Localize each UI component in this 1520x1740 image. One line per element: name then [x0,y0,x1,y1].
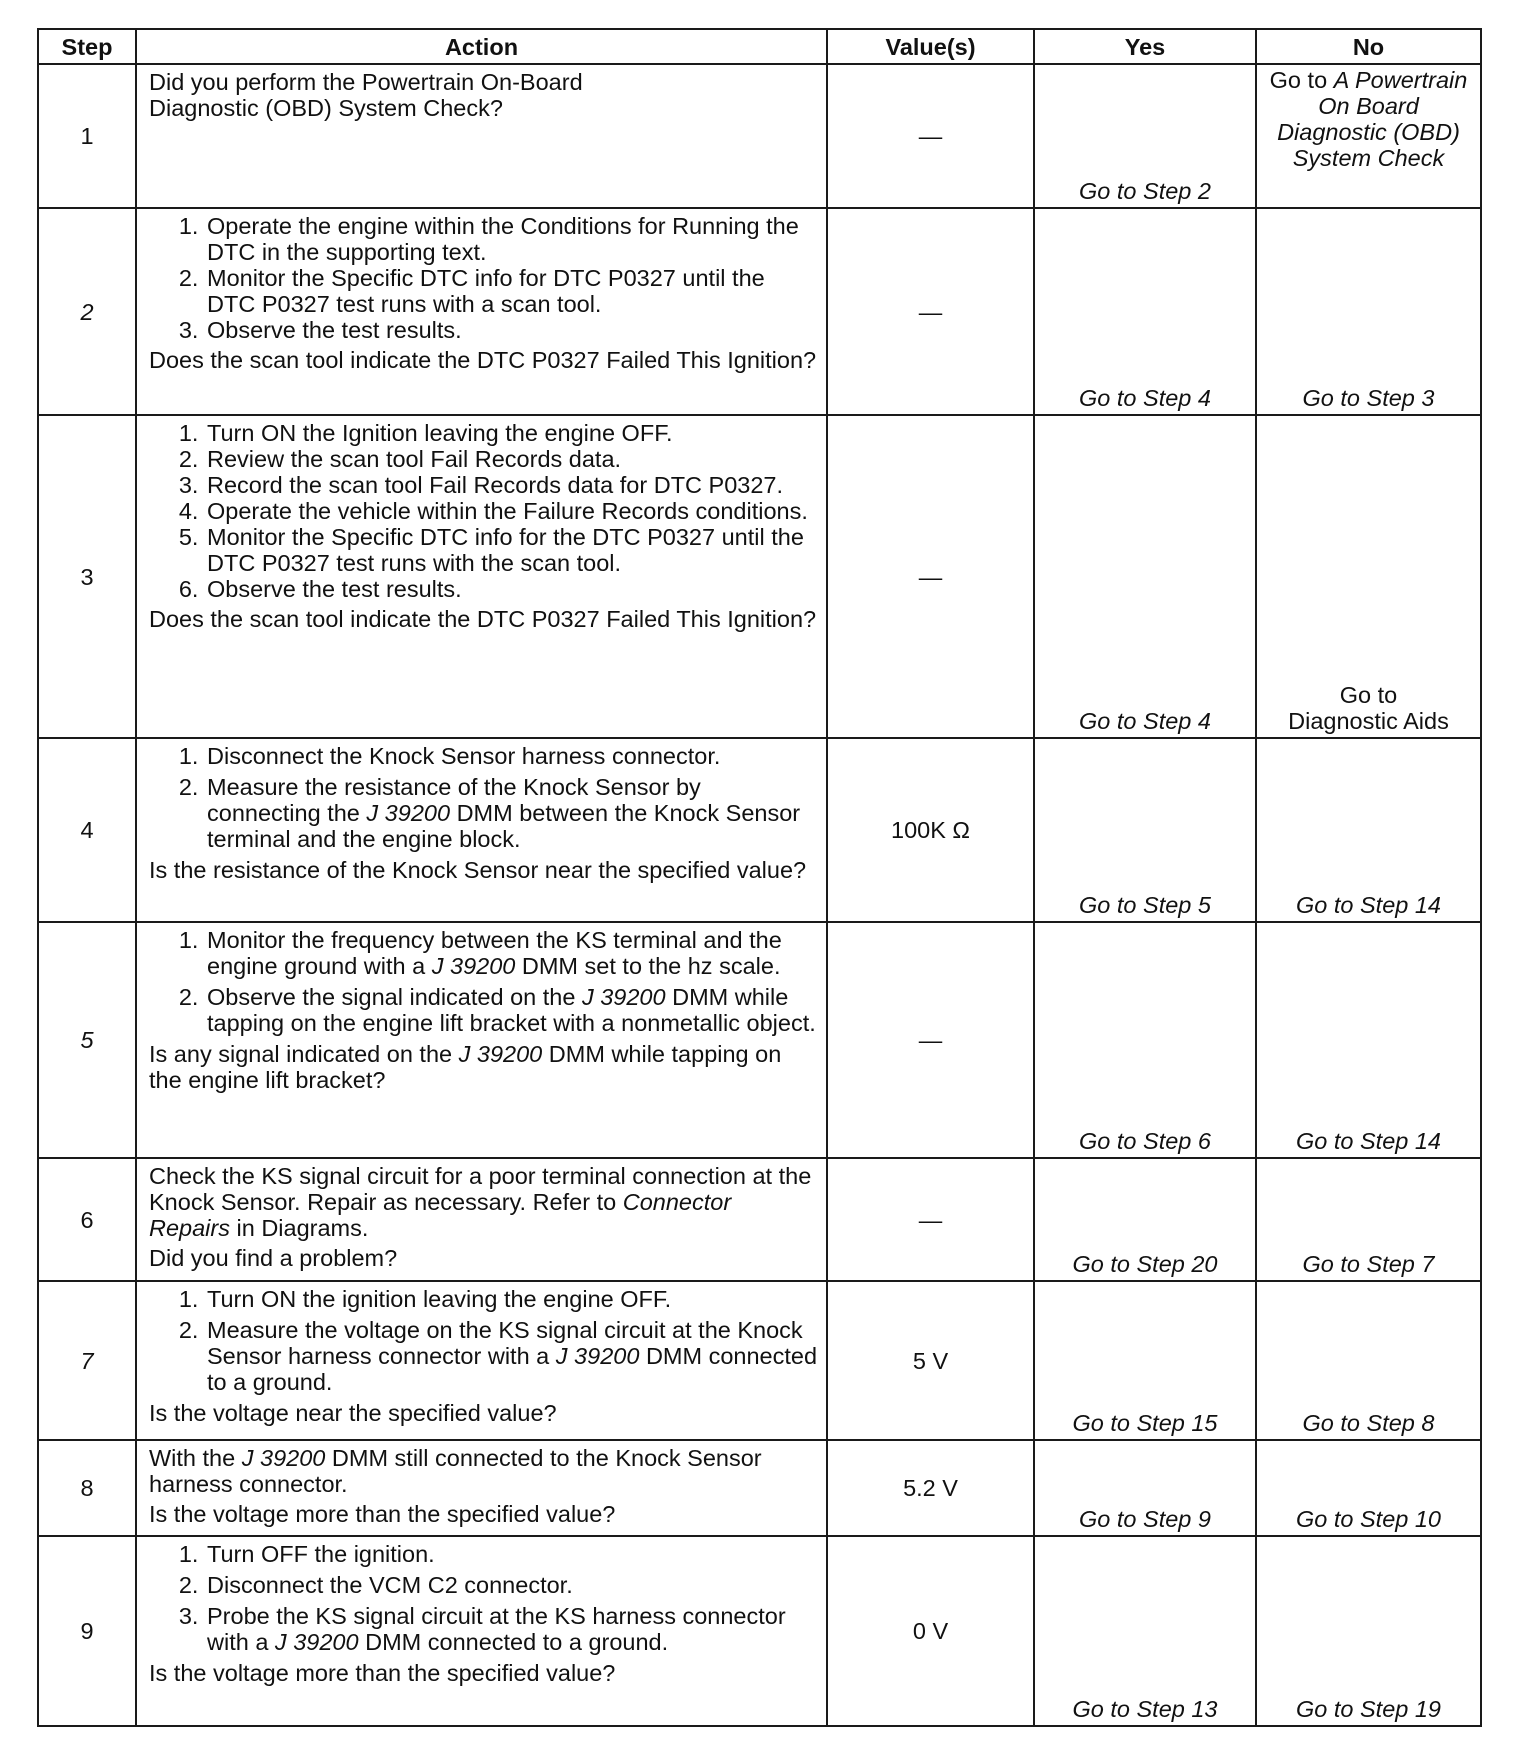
list-item: 1. Turn ON the ignition leaving the engine OFF. [205,1286,818,1312]
yes-cell: Go to Step 4 [1034,208,1256,415]
list-item: 1. Turn ON the Ignition leaving the engine OFF. [205,420,818,446]
no-cell [1256,415,1481,738]
diagnostic-table [37,28,1482,1727]
table-row [38,1281,1481,1440]
text: DMM between the Knock Sensor terminal and the engine block. [207,800,801,852]
list-item [205,1317,818,1395]
no-line: Diagnostic Aids [1288,708,1449,734]
step-number: 5 [38,922,136,1158]
table-row [38,1158,1481,1281]
tool-name: J 39200 [274,1629,359,1655]
header-row [38,29,1481,64]
text: DMM connected to a ground. [358,1629,669,1655]
table-row [38,64,1481,208]
action-cell [136,922,827,1158]
instruction-text [149,1163,818,1241]
no-cell: Go to Step 14 [1256,922,1481,1158]
action-cell [136,1536,827,1726]
action-cell [136,738,827,922]
yes-cell: Go to Step 4 [1034,415,1256,738]
text: DMM while tapping on the engine lift bracket? [149,1041,782,1093]
step-number: 4 [38,738,136,922]
list-item: 2. Monitor the Specific DTC info for DTC P0327 until the DTC P0327 test runs with a scan tool. [205,265,818,317]
yes-cell: Go to Step 2 [1034,64,1256,208]
action-cell [136,1281,827,1440]
value-cell: — [827,64,1034,208]
question-text: Did you perform the Powertrain On-Board Diagnostic (OBD) System Check? [149,69,583,121]
no-cell: Go to Step 3 [1256,208,1481,415]
value-cell: 100K Ω [827,738,1034,922]
yes-cell: Go to Step 15 [1034,1281,1256,1440]
list-item: 3. Observe the test results. [205,317,818,343]
text: Is any signal indicated on the [149,1041,459,1067]
list-item [205,927,818,979]
list-item: 1. Disconnect the Knock Sensor harness connector. [205,743,818,769]
header-action: Action [136,29,827,64]
reference-link: Connector Repairs [149,1189,732,1241]
table-row [38,415,1481,738]
question-text [149,1041,818,1093]
header-values: Value(s) [827,29,1034,64]
list-item: 1. Operate the engine within the Conditions for Running the DTC in the supporting text. [205,213,818,265]
value-cell: — [827,1158,1034,1281]
value-cell: — [827,208,1034,415]
no-cell: Go to Step 8 [1256,1281,1481,1440]
text: DMM still connected to the Knock Sensor harness connector. [149,1445,762,1497]
text: DMM set to the hz scale. [515,953,781,979]
no-cell: Go to Step 14 [1256,738,1481,922]
instruction-text [149,1445,818,1497]
tool-name: J 39200 [581,984,666,1010]
list-item: 2. Disconnect the VCM C2 connector. [205,1572,818,1598]
table-row [38,1440,1481,1536]
step-number: 8 [38,1440,136,1536]
step-number: 3 [38,415,136,738]
tool-name: J 39200 [366,800,451,826]
no-line: Go to [1339,682,1398,708]
yes-cell: Go to Step 13 [1034,1536,1256,1726]
no-cell [1256,64,1481,208]
action-cell [136,64,827,208]
action-cell [136,1158,827,1281]
yes-cell: Go to Step 5 [1034,738,1256,922]
list-item: 3. Record the scan tool Fail Records data for DTC P0327. [205,472,818,498]
list-item: 6. Observe the test results. [205,576,818,602]
header-no: No [1256,29,1481,64]
table-row [38,208,1481,415]
action-list [149,1541,818,1655]
list-item [205,774,818,852]
table-row [38,1536,1481,1726]
text: Observe the signal indicated on the [207,984,582,1010]
yes-cell: Go to Step 9 [1034,1440,1256,1536]
no-cell: Go to Step 19 [1256,1536,1481,1726]
step-number: 9 [38,1536,136,1726]
question-text: Is the resistance of the Knock Sensor near the specified value? [149,857,807,883]
no-cell: Go to Step 7 [1256,1158,1481,1281]
tool-name: J 39200 [555,1343,640,1369]
step-number: 6 [38,1158,136,1281]
action-list [149,743,818,852]
question-text: Did you find a problem? [149,1245,398,1271]
yes-cell: Go to Step 20 [1034,1158,1256,1281]
text: DMM connected to a ground. [207,1343,818,1395]
text: Measure the voltage on the KS signal circuit at the Knock Sensor harness connector with a [207,1317,803,1369]
action-list [149,420,818,602]
text: Measure the resistance of the Knock Sensor by connecting the [207,774,701,826]
value-cell: — [827,922,1034,1158]
list-item: 5. Monitor the Specific DTC info for the DTC P0327 until the DTC P0327 test runs with the scan tool. [205,524,818,576]
question-text: Does the scan tool indicate the DTC P0327 Failed This Ignition? [149,606,817,632]
action-cell [136,415,827,738]
action-cell [136,208,827,415]
list-item: 2. Review the scan tool Fail Records data. [205,446,818,472]
yes-cell: Go to Step 6 [1034,922,1256,1158]
value-cell: — [827,415,1034,738]
table-row [38,738,1481,922]
question-text: Is the voltage more than the specified value? [149,1660,616,1686]
question-text: Is the voltage near the specified value? [149,1400,557,1426]
action-cell [136,1440,827,1536]
text: DMM while tapping on the engine lift bracket with a nonmetallic object. [207,984,816,1036]
no-cell: Go to Step 10 [1256,1440,1481,1536]
table-row [38,922,1481,1158]
text: Monitor the frequency between the KS terminal and the engine ground with a [207,927,782,979]
tool-name: J 39200 [431,953,516,979]
action-list [149,213,818,343]
tool-name: J 39200 [458,1041,543,1067]
step-number: 2 [38,208,136,415]
question-text: Is the voltage more than the specified value? [149,1501,616,1527]
text: With the [149,1445,242,1471]
list-item [205,1603,818,1655]
action-list [149,927,818,1036]
value-cell: 0 V [827,1536,1034,1726]
question-text: Does the scan tool indicate the DTC P0327 Failed This Ignition? [149,347,817,373]
action-list [149,1286,818,1395]
step-number: 1 [38,64,136,208]
header-yes: Yes [1034,29,1256,64]
tool-name: J 39200 [241,1445,326,1471]
header-step: Step [38,29,136,64]
list-item [205,984,818,1036]
step-number: 7 [38,1281,136,1440]
no-reference: A Powertrain On Board Diagnostic (OBD) System Check [1277,67,1468,171]
value-cell: 5 V [827,1281,1034,1440]
text: Check the KS signal circuit for a poor terminal connection at the Knock Sensor. Repair as necessary. Refer to [149,1163,812,1215]
text: in Diagrams. [229,1215,369,1241]
list-item: 1. Turn OFF the ignition. [205,1541,818,1567]
list-item: 4. Operate the vehicle within the Failure Records conditions. [205,498,818,524]
text: Probe the KS signal circuit at the KS harness connector with a [207,1603,786,1655]
value-cell: 5.2 V [827,1440,1034,1536]
no-prefix: Go to [1269,67,1334,93]
